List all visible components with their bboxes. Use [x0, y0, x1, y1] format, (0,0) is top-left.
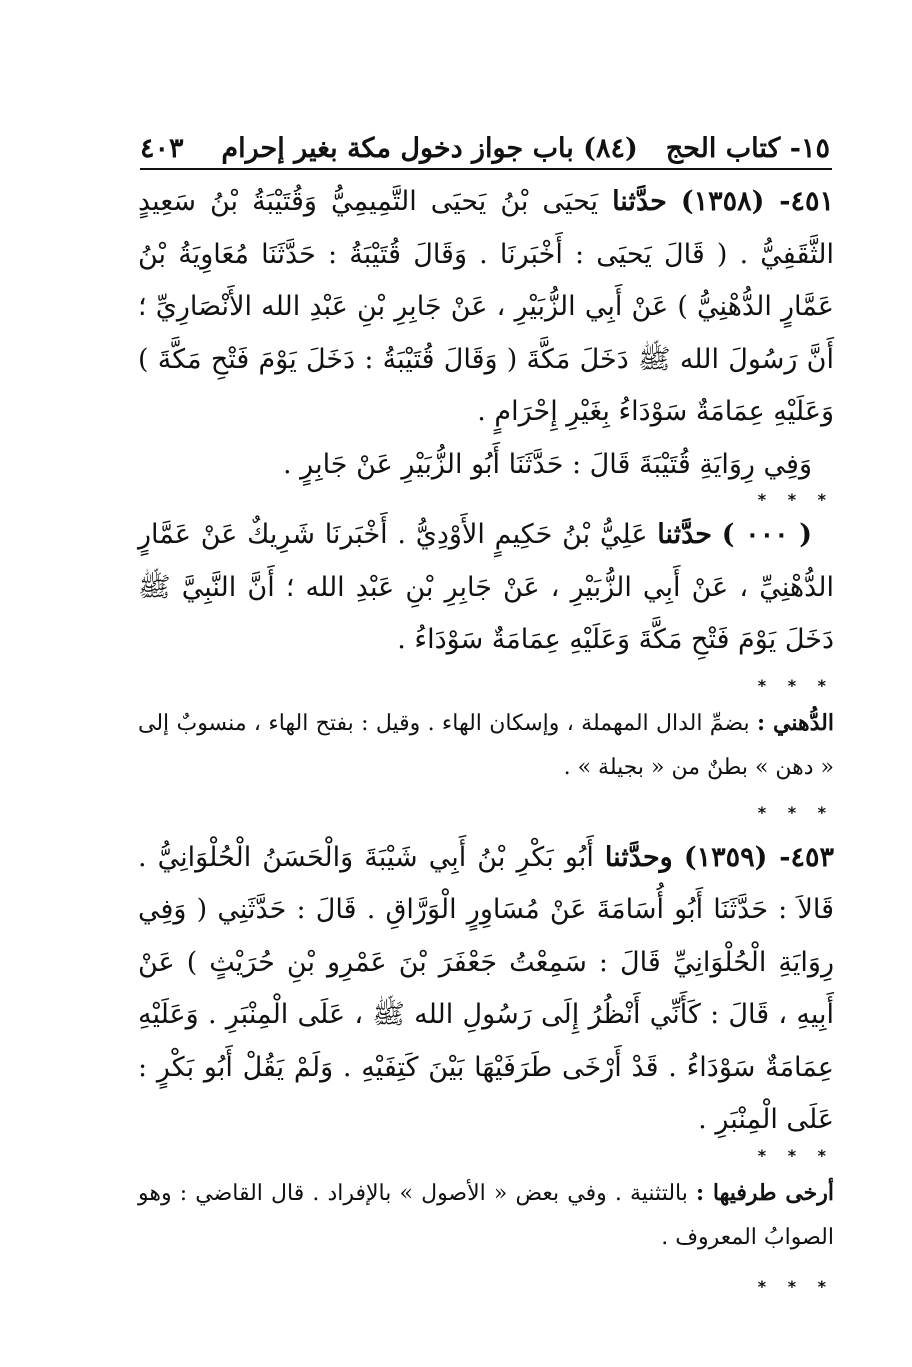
- hadith-451-riwaya: [138, 439, 834, 492]
- header-titles: [221, 133, 830, 164]
- hadith-451: [138, 176, 834, 439]
- hadith-453-text: أَبُو بَكْرِ بْنُ أَبِي شَيْبَةَ وَالْحَسَنُ الْحُلْوَانِيُّ . قَالاَ : حَدَّثَنَا أَبُو أُسَامَةَ عَنْ مُسَاوِرٍ الْوَرَّاقِ . قَالَ : حَدَّثَنِي ( وَفِي رِوَايَةِ الْحُلْوَانِيِّ قَالَ : سَمِعْتُ جَعْفَرَ بْنَ عَمْرِو بْنِ حُرَيْثٍ ) عَنْ أَبِيهِ ، قَالَ : كَأَنِّي أَنْظُرُ إِلَى رَسُولِ الله ﷺ ، عَلَى الْمِنْبَرِ . وَعَلَيْهِ عِمَامَةٌ سَوْدَاءُ . قَدْ أَرْخَى طَرَفَيْهَا بَيْنَ كَتِفَيْهِ . وَلَمْ يَقُلْ أَبُو بَكْرٍ : عَلَى الْمِنْبَرِ .: [138, 841, 834, 1135]
- running-header: [140, 118, 830, 164]
- page-number: ٤٠٣: [140, 133, 184, 164]
- hadith-451-number: ٤٥١- (١٣٥٨): [680, 186, 834, 217]
- header-rule: [140, 168, 832, 170]
- section-separator: * * *: [757, 1276, 834, 1296]
- header-book-title: ١٥- كتاب الحج: [665, 133, 830, 164]
- hadith-000-text: عَلِيُّ بْنُ حَكِيمٍ الأَوْدِيُّ . أَخْبَرنَا شَرِيكٌ عَنْ عَمَّارٍ الدُّهْنِيِّ ، عَنْ أَبِي الزُّبَيْرِ ، عَنْ جَابِرِ بْنِ عَبْدِ الله ؛ أَنَّ النَّبِيَّ ﷺ دَخَلَ يَوْمَ فَتْحِ مَكَّةَ وَعَلَيْهِ عِمَامَةٌ سَوْدَاءُ .: [138, 519, 834, 655]
- page-body: [138, 176, 834, 1296]
- note-1-term: الدُّهني :: [756, 709, 834, 736]
- hadith-000-intro: حدَّثنا: [657, 519, 712, 550]
- note-1-text: بضمِّ الدال المهملة ، وإسكان الهاء . وقيل : بفتح الهاء ، منسوبٌ إلى « دهن » بطنٌ من « بجيلة » .: [138, 710, 834, 780]
- hadith-000-number: ( ٠٠٠ ): [721, 519, 812, 550]
- commentary-note-1: [138, 701, 834, 790]
- commentary-note-2: [138, 1171, 834, 1260]
- section-separator: * * *: [757, 802, 834, 822]
- hadith-451-text: يَحيَى بْنُ يَحيَى التَّمِيمِيُّ وَقُتَيْبَةُ بْنُ سَعِيدٍ الثَّقَفِيُّ . ( قَالَ يَحيَى : أَخْبَرنَا . وَقَالَ قُتَيْبَةُ : حَدَّثَنَا مُعَاوِيَةُ بْنُ عَمَّارٍ الدُّهْنِيُّ ) عَنْ أَبِي الزُّبَيْرِ ، عَنْ جَابِرِ بْنِ عَبْدِ الله الأَنْصَارِيِّ ؛ أَنَّ رَسُولَ الله ﷺ دَخَلَ مَكَّةَ ( وَقَالَ قُتَيْبَةُ : دَخَلَ يَوْمَ فَتْحِ مَكَّةَ ) وَعَلَيْهِ عِمَامَةٌ سَوْدَاءُ بِغَيْرِ إِحْرَامٍ .: [138, 186, 834, 427]
- note-2-term: أرخى طرفيها :: [695, 1179, 834, 1206]
- hadith-451-riwaya-text: وَفِي رِوَايَةِ قُتَيْبَةَ قَالَ : حَدَّثَنَا أَبُو الزُّبَيْرِ عَنْ جَابِرٍ .: [283, 448, 812, 480]
- hadith-453: [138, 832, 834, 1147]
- header-chapter-title: (٨٤) باب جواز دخول مكة بغير إحرام: [221, 133, 638, 164]
- hadith-453-intro: وحدَّثنا: [604, 841, 673, 873]
- note-2-text: بالتثنية . وفي بعض « الأصول » بالإفراد . قال القاضي : وهو الصوابُ المعروف .: [138, 1180, 834, 1250]
- section-separator: * * *: [757, 1145, 834, 1165]
- section-separator: * * *: [757, 675, 834, 695]
- hadith-451-intro: حدَّثنا: [612, 186, 667, 217]
- hadith-000: [138, 509, 834, 667]
- hadith-453-number: ٤٥٣- (١٣٥٩): [683, 841, 835, 873]
- section-separator: * * *: [757, 490, 834, 509]
